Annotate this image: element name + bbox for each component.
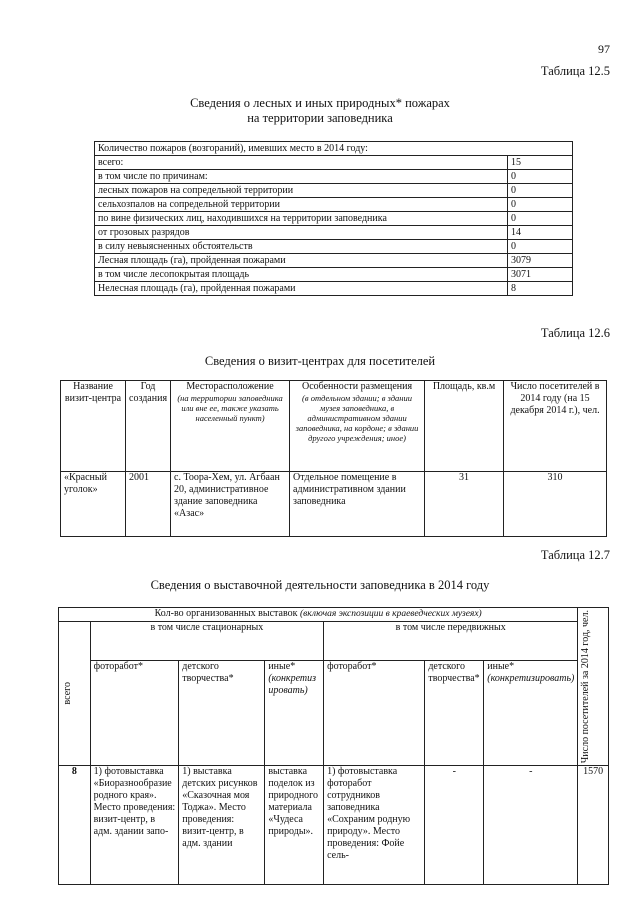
- row-value: 0: [508, 240, 573, 254]
- cell-other-stationary: выставка поделок из природного материала «Чудеса природы».: [265, 766, 324, 885]
- col-year: Год создания: [126, 381, 171, 472]
- row-label: по вине физических лиц, находившихся на территории заповедника: [95, 212, 508, 226]
- table-header-row: [61, 381, 607, 472]
- col-photo-mobile: фоторабот*: [324, 661, 425, 766]
- col-other-mobile-main: иные*: [487, 661, 515, 673]
- mobile-header: в том числе передвижных: [324, 622, 578, 661]
- row-value: 15: [508, 156, 573, 170]
- col-visitors: Число посетителей в 2014 году (на 15 декабря 2014 г.), чел.: [504, 381, 607, 472]
- row-value: 0: [508, 170, 573, 184]
- table-row: [95, 268, 573, 282]
- col-other-mobile-note: (конкретизировать): [487, 673, 575, 685]
- col-other-stationary-note: (конкретизировать): [268, 673, 317, 697]
- col-other-stationary: [265, 661, 324, 766]
- table-header-row: [59, 622, 609, 661]
- table-row: [61, 472, 607, 537]
- row-label: лесных пожаров на сопредельной территории: [95, 184, 508, 198]
- cell-year: 2001: [126, 472, 171, 537]
- table-row: [95, 212, 573, 226]
- col-features-note: (в отдельном здании; в здании музея заповедника, в административном здании заповедника, на кордоне; в здании другого учреждения; иное): [295, 393, 419, 443]
- table-row: [95, 170, 573, 184]
- exhibitions-header-note: (включая экспозиции в краеведческих музеях): [300, 609, 482, 619]
- row-value: 14: [508, 226, 573, 240]
- cell-features: Отдельное помещение в административном здании заповедника: [290, 472, 425, 537]
- row-value: 0: [508, 184, 573, 198]
- cell-area: 31: [425, 472, 504, 537]
- table2-title: Сведения о визит-центрах для посетителей: [204, 354, 436, 368]
- table2-label: Таблица 12.6: [540, 326, 610, 340]
- exhibitions-table: [58, 607, 609, 885]
- table1-title-line1: Сведения о лесных и иных природных* пожарах: [190, 96, 450, 110]
- table-header-row: [59, 661, 609, 766]
- col-location: [171, 381, 290, 472]
- col-photo-stationary: фоторабот*: [90, 661, 179, 766]
- cell-children-stationary: 1) выставка детских рисунков «Сказочная моя Тоджа». Место проведения: визит-центр, в адм. здании: [179, 766, 265, 885]
- row-label: Нелесная площадь (га), пройденная пожарами: [95, 282, 508, 296]
- col-location-note: (на территории заповедника или вне ее, также указать населенный пункт): [177, 393, 283, 423]
- fires-table-header: Количество пожаров (возгораний), имевших место в 2014 году:: [95, 142, 573, 156]
- stationary-header: в том числе стационарных: [90, 622, 323, 661]
- row-label: Лесная площадь (га), пройденная пожарами: [95, 254, 508, 268]
- col-name: Название визит-центра: [61, 381, 126, 472]
- cell-children-mobile: -: [425, 766, 484, 885]
- cell-visitors: 310: [504, 472, 607, 537]
- table1-label: Таблица 12.5: [540, 64, 610, 78]
- table1-title: [0, 96, 640, 126]
- table-row: [95, 254, 573, 268]
- table-row: [95, 282, 573, 296]
- table-row: [95, 240, 573, 254]
- table-row: [59, 766, 609, 885]
- row-label: в том числе лесопокрытая площадь: [95, 268, 508, 282]
- col-children-mobile: детского творчества*: [425, 661, 484, 766]
- col-total: [59, 622, 91, 766]
- cell-total: 8: [59, 766, 91, 885]
- cell-visitors: 1570: [578, 766, 609, 885]
- row-label: в силу невыясненных обстоятельств: [95, 240, 508, 254]
- exhibitions-header-main: Кол-во организованных выставок: [154, 608, 300, 619]
- table-row: [95, 156, 573, 170]
- col-other-mobile: [484, 661, 578, 766]
- table-row: [95, 226, 573, 240]
- row-label: в том числе по причинам:: [95, 170, 508, 184]
- table-header-row: [59, 608, 609, 622]
- cell-name: «Красный уголок»: [61, 472, 126, 537]
- visit-centers-table: [60, 380, 607, 537]
- row-label: всего:: [95, 156, 508, 170]
- table3-label: Таблица 12.7: [540, 548, 610, 562]
- col-children-stationary: детского творчества*: [179, 661, 265, 766]
- col-other-stationary-main: иные*: [268, 661, 296, 673]
- row-value: 0: [508, 212, 573, 226]
- row-value: 3071: [508, 268, 573, 282]
- fires-table: [94, 141, 573, 296]
- col-total-label: всего: [62, 682, 73, 705]
- row-value: 3079: [508, 254, 573, 268]
- table1-title-line2: на территории заповедника: [247, 111, 393, 125]
- row-label: от грозовых разрядов: [95, 226, 508, 240]
- table3-title: Сведения о выставочной деятельности заповедника в 2014 году: [150, 578, 490, 592]
- col-location-main: Месторасположение: [186, 381, 274, 392]
- exhibitions-header-top: [59, 608, 578, 622]
- table-row: [95, 184, 573, 198]
- table-row: [95, 142, 573, 156]
- cell-location: с. Тоора-Хем, ул. Агбаан 20, административное здание заповедника «Азас»: [171, 472, 290, 537]
- col-features: [290, 381, 425, 472]
- col-features-main: Особенности размещения: [301, 381, 413, 392]
- col-visitors: [578, 608, 609, 766]
- col-visitors-label: Число посетителей за 2014 год, чел.: [580, 610, 592, 764]
- table-row: [95, 198, 573, 212]
- page-number: 97: [598, 42, 610, 56]
- col-area: Площадь, кв.м: [425, 381, 504, 472]
- cell-other-mobile: -: [484, 766, 578, 885]
- cell-photo-mobile: 1) фотовыставка фоторабот сотрудников заповедника «Сохраним родную природу». Место проведения: Фойе сель-: [324, 766, 425, 885]
- cell-photo-stationary: 1) фотовыставка «Биоразнообразие родного края». Место проведения: визит-центр, в адм. здании запо-: [90, 766, 179, 885]
- row-value: 8: [508, 282, 573, 296]
- row-label: сельхозпалов на сопредельной территории: [95, 198, 508, 212]
- row-value: 0: [508, 198, 573, 212]
